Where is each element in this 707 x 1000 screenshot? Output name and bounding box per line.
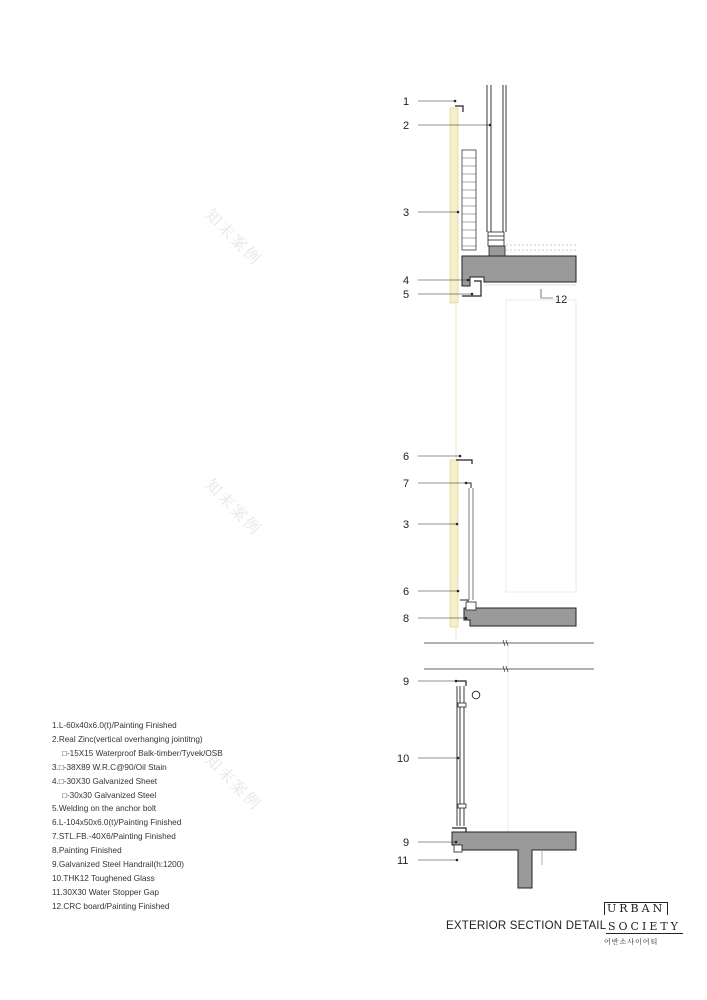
- callout-9-top: 9: [403, 676, 410, 688]
- callout-3-upper: 3: [403, 207, 410, 219]
- callout-5: 5: [403, 289, 410, 301]
- callout-12: 12: [555, 294, 568, 306]
- middle-detail: [450, 460, 576, 627]
- legend-item: 9.Galvanized Steel Handrail(h:1200): [52, 860, 184, 870]
- watermark-1: 知末案例: [201, 205, 266, 270]
- legend-item: 6.L-104x50x6.0(t)/Painting Finished: [52, 818, 182, 828]
- callout-3-middle: 3: [403, 519, 410, 531]
- legend-item: 8.Painting Finished: [52, 846, 122, 856]
- callout-9-bottom: 9: [403, 837, 410, 849]
- callout-8: 8: [403, 613, 410, 625]
- break-lines: [424, 640, 594, 672]
- callout-2: 2: [403, 120, 410, 132]
- legend-item: 11.30X30 Water Stopper Gap: [52, 887, 159, 897]
- callout-leaders: [418, 100, 553, 861]
- legend-item: 4.□-30X30 Galvanized Sheet: [52, 776, 158, 786]
- handrail-section: [472, 691, 480, 699]
- logo: [604, 899, 684, 947]
- wood-cladding-upper: [450, 108, 458, 303]
- legend-item: 2.Real Zinc(vertical overhanging jointitng): [52, 734, 203, 744]
- lower-slab: [452, 832, 576, 888]
- legend-item: 7.STL.FB.-40X6/Painting Finished: [52, 832, 176, 842]
- legend-item: 3.□-38X89 W.R.C@90/Oil Stain: [52, 762, 167, 772]
- legend-item: 5.Welding on the anchor bolt: [52, 804, 157, 814]
- brick-wall: [506, 300, 576, 592]
- logo-line-3: 어반소사이어티: [604, 938, 659, 946]
- middle-slab: [464, 608, 576, 626]
- window-sill: [488, 232, 504, 246]
- logo-line-1: URBAN: [604, 902, 668, 915]
- logo-line-2: SOCIETY: [608, 920, 681, 933]
- watermark-3: 知末案例: [201, 750, 266, 815]
- legend: [52, 719, 352, 914]
- drawing-title: EXTERIOR SECTION DETAIL: [446, 920, 607, 932]
- furring-column: [462, 150, 476, 250]
- legend-item: □-30x30 Galvanized Steel: [62, 790, 157, 800]
- legend-item: 10.THK12 Toughened Glass: [52, 873, 155, 883]
- legend-item: 12.CRC board/Painting Finished: [52, 901, 170, 911]
- callout-6-bottom: 6: [403, 586, 410, 598]
- wood-cladding-middle: [450, 460, 458, 627]
- legend-item: □-15X15 Waterproof Balk-timber/Tyvek/OSB: [62, 748, 223, 758]
- watermark-2: 知末案例: [201, 475, 266, 540]
- callout-10: 10: [397, 753, 410, 765]
- callout-7: 7: [403, 478, 410, 490]
- lower-detail: [452, 681, 576, 888]
- upper-detail: [450, 85, 576, 303]
- callout-numbers: [397, 96, 567, 867]
- callout-6-top: 6: [403, 451, 410, 463]
- callout-1: 1: [403, 96, 410, 108]
- callout-11: 11: [397, 855, 409, 867]
- callout-4: 4: [403, 275, 410, 287]
- legend-item: 1.L-60x40x6.0(t)/Painting Finished: [52, 721, 177, 730]
